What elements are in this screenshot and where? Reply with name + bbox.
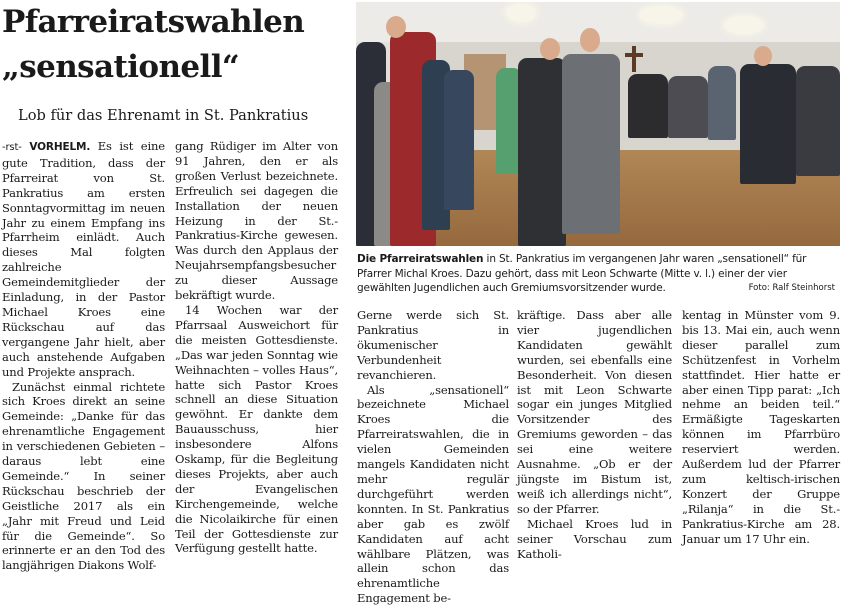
article-paragraph <box>2 139 165 380</box>
photo-person <box>708 66 736 140</box>
article-paragraph: 14 Wochen war der Pfarrsaal Ausweichort für die meisten Gottesdienste. „Das war jeden Sonntag wie Weihnachten – volles Haus“, hatte sich Pastor Kroes schnell an diese Situation gewöhnt. Er dankte dem Bauausschuss, hier insbesondere Alfons Oskamp, für die Begleitung dieses Projekts, aber auch der Evangelischen Kirchengemeinde, welche die Nicolaikirche für einen Teil der Gottesdienste zur Verfügung gestellt hatte. <box>175 302 338 556</box>
photo-lamp <box>639 6 683 24</box>
headline-line-1: Pfarreiratswahlen <box>2 4 305 40</box>
caption-lead: Die Pfarreiratswahlen <box>357 253 484 265</box>
article-paragraph: Gerne werde sich St. Pankratius in ökumenischer Verbundenheit revanchieren. <box>357 308 509 382</box>
photo-person <box>562 54 620 234</box>
article-paragraph: kentag in Münster vom 9. bis 13. Mai ein, auch wenn dieser parallel zum Schützenfest in Vorhelm stattfindet. Hier hatte er aber einen Tipp parat: „Ich nehme an beiden teil.“ Ermäßigte Tageskarten können im Pfarrbüro reserviert werden. Außerdem lud der Pfarrer zum keltisch-irischen Konzert der Gruppe „Rilanja“ in die St.-Pankratius-Kirche am 28. Januar um 17 Uhr ein. <box>682 308 840 546</box>
article-column-3 <box>357 308 509 606</box>
article-column-5 <box>682 308 840 546</box>
article-photo <box>356 2 840 246</box>
article-paragraph: kräftige. Dass aber alle vier jugendlichen Kandidaten gewählt wurden, sei ebenfalls eine Besonderheit. Von diesen ist mit Leon Schwarte sogar ein junges Mitglied Vorsitzender des Gremiums geworden – das sei eine weitere Ausnahme. „Ob er der jüngste im Bistum ist, weiß ich allerdings nicht“, so der Pfarrer. <box>517 308 672 516</box>
headline <box>2 0 347 90</box>
subheadline: Lob für das Ehrenamt in St. Pankratius <box>18 107 309 124</box>
paragraph-text: Es ist eine gute Tradition, dass der Pfarreirat von St. Pankratius am ersten Sonntagvormittag im neuen Jahr zu einem Empfang ins Pfarrheim einlädt. Auch dieses Mal folgten zahlreiche Gemeindemitglieder der Einladung, in der Pastor Michael Kroes eine Rückschau auf das vergangene Jahr hielt, aber auch anstehende Aufgaben und Projekte ansprach. <box>2 139 165 379</box>
article-paragraph: Als „sensationell“ bezeichnete Michael Kroes die Pfarreiratswahlen, die in vielen Gemeinden mangels Kandidaten nicht mehr regulär durchgeführt werden konnten. In St. Pankratius aber gab es zwölf Kandidaten auf acht wählbare Plätzen, was allein schon das ehrenamtliche Engagement be- <box>357 382 509 606</box>
article-paragraph: Zunächst einmal richtete sich Kroes direkt an seine Gemeinde: „Danke für das ehrenamtliche Engagement in verschiedenen Gebieten – daraus lebt eine Gemeinde.“ In seiner Rückschau beschrieb der Geistliche 2017 als ein „Jahr mit Freud und Leid für die Gemeinde“. So erinnerte er an den Tod des langjährigen Diakons Wolf- <box>2 379 165 573</box>
article-column-2 <box>175 139 338 556</box>
article-column-1 <box>2 139 165 573</box>
photo-person <box>668 76 708 138</box>
photo-person <box>444 70 474 210</box>
photo-person <box>628 74 668 138</box>
article-column-4 <box>517 308 672 561</box>
photo-cross-bar <box>625 53 643 57</box>
author-tag: -rst- <box>2 142 22 153</box>
photo-credit: Foto: Ralf Steinhorst <box>748 283 835 293</box>
photo-face <box>754 46 772 66</box>
caption-text: in St. Pankratius im vergangenen Jahr waren „sensationell“ für Pfarrer Michal Kroes. Dazu gehört, dass mit Leon Schwarte (Mitte v. l.) einer der vier gewählten Jugendlichen auch Gremiumsvorsitzender wurde. <box>357 253 807 295</box>
photo-cross <box>632 46 636 72</box>
photo-person <box>518 58 566 246</box>
photo-person <box>740 64 796 184</box>
photo-face <box>540 38 560 60</box>
photo-face <box>580 28 600 52</box>
photo-face <box>386 16 406 38</box>
photo-lamp <box>724 16 764 34</box>
dateline-place: VORHELM. <box>29 141 91 153</box>
article-paragraph: Michael Kroes lud in seiner Vorschau zum Katholi- <box>517 516 672 561</box>
photo-person <box>796 66 840 176</box>
article-paragraph: gang Rüdiger im Alter von 91 Jahren, den er als großen Verlust bezeichnete. Erfreulich sei dagegen die Installation der neuen Heizung in der St.-Pankratius-Kirche gewesen. Was durch den Applaus der Neujahrsempfangsbesucher zu dieser Aussage bekräftigt wurde. <box>175 139 338 303</box>
headline-line-2: „sensationell“ <box>2 49 240 85</box>
photo-lamp <box>506 4 536 22</box>
